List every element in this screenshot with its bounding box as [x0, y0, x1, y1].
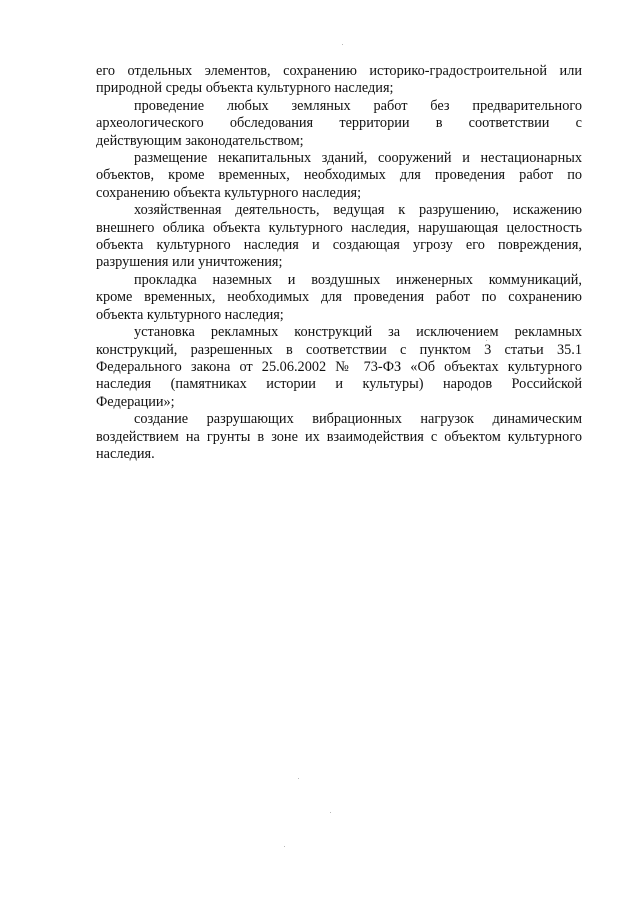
text-line: его отдельных элементов, сохранению историко-градостроительной или — [96, 63, 582, 79]
paragraph-earthworks — [96, 98, 582, 150]
text-line: воздействием на грунты в зоне их взаимодействия с объектом культурного — [96, 428, 582, 445]
paragraph-vibration — [96, 411, 582, 463]
text-line: объектов, кроме временных, необходимых для проведения работ по — [96, 167, 582, 184]
text-line: археологического обследования территории в соответствии с — [96, 115, 582, 132]
text-line: размещение некапитальных зданий, сооружений и нестационарных — [134, 150, 582, 167]
paragraph-continuation — [96, 63, 582, 98]
text-line: конструкций, разрешенных в соответствии с пунктом 3 статьи 35.1 — [96, 341, 582, 358]
scan-speck — [486, 340, 487, 341]
text-line: Федерального закона от 25.06.2002 № 73-ФЗ «Об объектах культурного — [96, 358, 582, 375]
text-line: установка рекламных конструкций за исключением рекламных — [134, 324, 582, 341]
text-line: внешнего облика объекта культурного наследия, нарушающая целостность — [96, 219, 582, 236]
text-line: объекта культурного наследия; — [96, 306, 284, 323]
scan-speck — [342, 44, 343, 45]
text-line: хозяйственная деятельность, ведущая к разрушению, искажению — [134, 202, 582, 219]
paragraph-economic-activity — [96, 202, 582, 272]
text-line: кроме временных, необходимых для проведения работ по сохранению — [96, 289, 582, 306]
text-line: создание разрушающих вибрационных нагрузок динамическим — [134, 411, 582, 428]
text-line: сохранению объекта культурного наследия; — [96, 184, 362, 201]
text-line: объекта культурного наследия и создающая угрозу его повреждения, — [96, 237, 582, 254]
scan-speck — [284, 846, 285, 847]
document-body — [96, 63, 582, 463]
text-line: разрушения или уничтожения; — [96, 254, 283, 271]
text-line: природной среды объекта культурного наследия; — [96, 80, 394, 97]
text-line: действующим законодательством; — [96, 132, 304, 149]
paragraph-buildings — [96, 150, 582, 202]
paragraph-utilities — [96, 272, 582, 324]
text-line: наследия. — [96, 445, 155, 462]
text-line: прокладка наземных и воздушных инженерных коммуникаций, — [134, 271, 582, 288]
text-line: наследия (памятниках истории и культуры) народов Российской — [96, 376, 582, 393]
scan-speck — [330, 812, 331, 813]
paragraph-advertising — [96, 324, 582, 411]
scan-speck — [298, 778, 299, 779]
text-line: проведение любых земляных работ без предварительного — [134, 97, 582, 114]
text-line: Федерации»; — [96, 393, 175, 410]
